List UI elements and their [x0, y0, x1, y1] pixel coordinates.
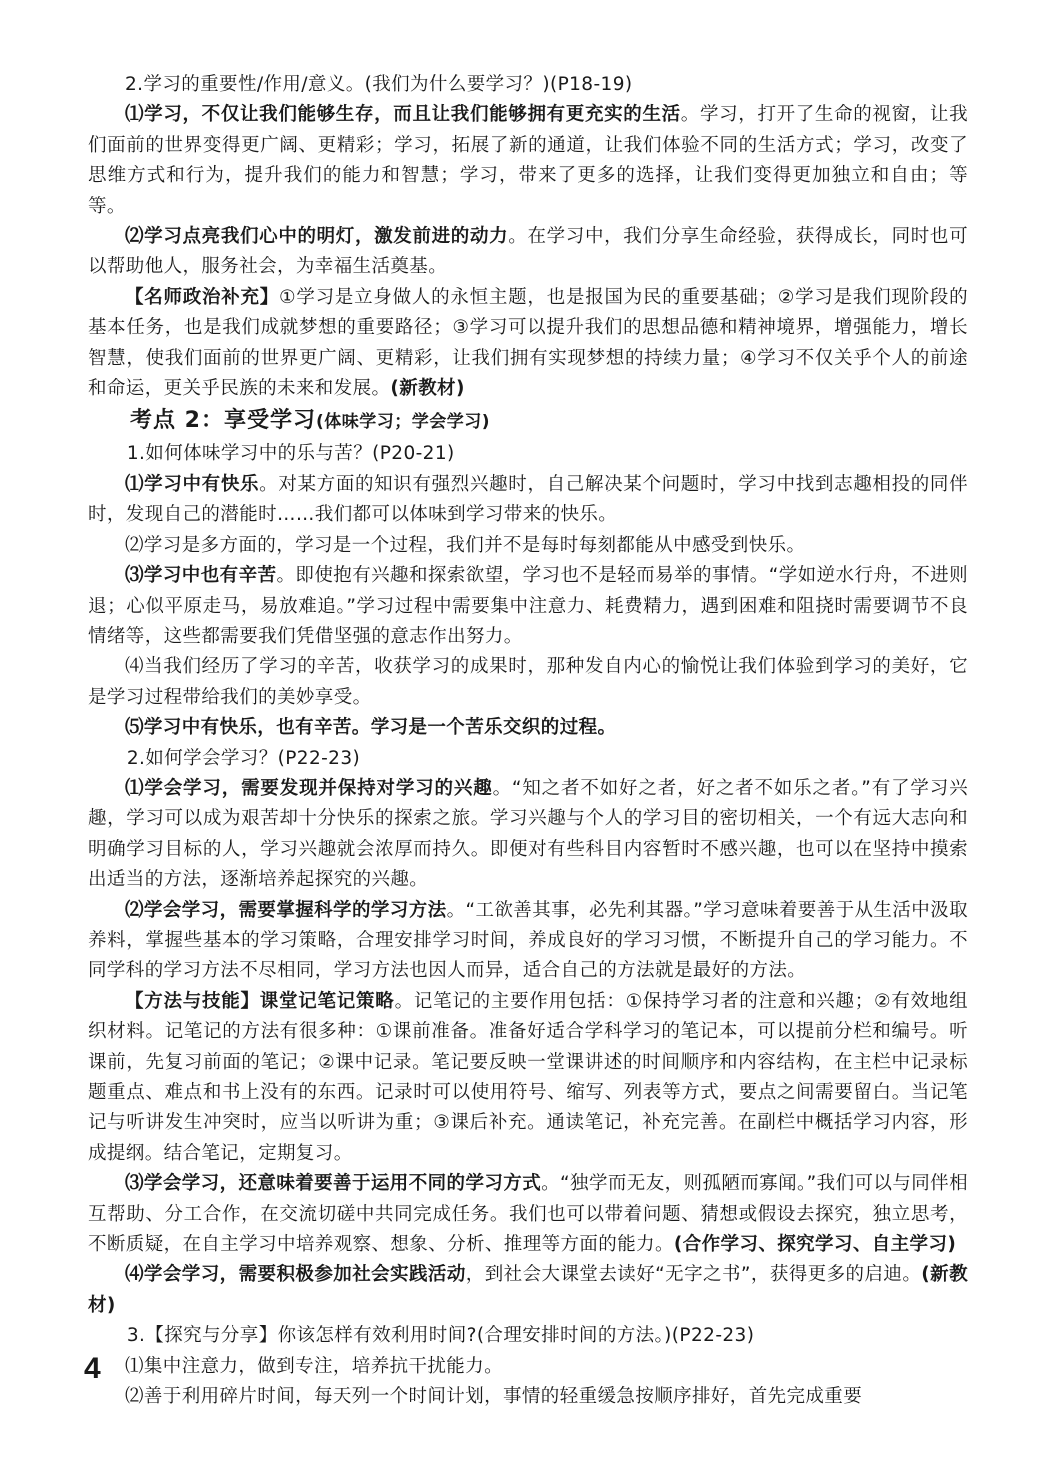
paragraph: ⑶学习中也有辛苦。即使抱有兴趣和探索欲望，学习也不是轻而易举的事情。“学如逆水行舟，不进则退；心似平原走马，易放难追。”学习过程中需要集中注意力、耗费精力，遇到困难和阻挠时需要调节不良情绪等，这些都需要我们凭借坚强的意志作出努力。: [88, 565, 969, 647]
paragraph: ⑶学会学习，还意味着要善于运用不同的学习方式。“独学而无友，则孤陋而寡闻。”我们可以与同伴相互帮助、分工合作，在交流切磋中共同完成任务。我们也可以带着问题、猜想或假设去探究，独立思考，不断质疑，在自主学习中培养观察、想象、分析、推理等方面的能力。(合作学习、探究学习、自主学习): [88, 1173, 968, 1256]
paragraph: ⑸学习中有快乐，也有辛苦。学习是一个苦乐交织的过程。: [125, 717, 617, 739]
teacher-supplement: 【名师政治补充】①学习是立身做人的永恒主题，也是报国为民的重要基础；②学习是我们现阶段的基本任务，也是我们成就梦想的重要路径；③学习可以提升我们的思想品德和精神境界，增强能力，增长智慧，使我们面前的世界更广阔、更精彩，让我们拥有实现梦想的持续力量；④学习不仅关乎个人的前途和命运，更关乎民族的未来和发展。(新教材): [88, 286, 969, 400]
paragraph: ⑵善于利用碎片时间，每天列一个时间计划，事情的轻重缓急按顺序排好，首先完成重要: [125, 1386, 863, 1408]
document-page: [88, 70, 968, 1412]
paragraph: ⑴集中注意力，做到专注，培养抗干扰能力。: [125, 1355, 504, 1377]
paragraph: ⑵学习点亮我们心中的明灯，激发前进的动力。在学习中，我们分享生命经验，获得成长，同时也可以帮助他人，服务社会，为幸福生活奠基。: [88, 226, 968, 278]
page-number: 4: [84, 1352, 101, 1385]
paragraph: ⑴学习，不仅让我们能够生存，而且让我们能够拥有更充实的生活。学习，打开了生命的视窗，让我们面前的世界变得更广阔、更精彩；学习，拓展了新的通道，让我们体验不同的生活方式；学习，改变了思维方式和行为，提升我们的能力和智慧；学习，带来了更多的选择，让我们变得更加独立和自由；等等。: [88, 104, 968, 217]
paragraph: ⑴学会学习，需要发现并保持对学习的兴趣。“知之者不如好之者，好之者不如乐之者。”有了学习兴趣，学习可以成为艰苦却十分快乐的探索之旅。学习兴趣与个人的学习目的密切相关，一个有远大志向和明确学习目标的人，学习兴趣就会浓厚而持久。即便对有些科目内容暂时不感兴趣，也可以在坚持中摸索出适当的方法，逐渐培养起探究的兴趣。: [88, 777, 968, 891]
paragraph: ⑷当我们经历了学习的辛苦，收获学习的成果时，那种发自内心的愉悦让我们体验到学习的美好，它是学习过程带给我们的美妙享受。: [88, 656, 968, 708]
paragraph: ⑵学习是多方面的，学习是一个过程，我们并不是每时每刻都能从中感受到快乐。: [125, 534, 806, 556]
question-2-title: 2.如何学会学习？(P22-23): [126, 747, 361, 769]
paragraph: ⑷学会学习，需要积极参加社会实践活动，到社会大课堂去读好“无字之书”，获得更多的启迪。(新教材): [88, 1264, 969, 1316]
exam-point-2-heading: 考点 2：享受学习(体味学习；学会学习): [130, 408, 491, 434]
paragraph: ⑴学习中有快乐。对某方面的知识有强烈兴趣时，自己解决某个问题时，学习中找到志趣相投的同伴时，发现自己的潜能时……我们都可以体味到学习带来的快乐。: [88, 473, 968, 526]
method-and-skill: 【方法与技能】课堂记笔记策略。记笔记的主要作用包括：①保持学习者的注意和兴趣；②有效地组织材料。记笔记的方法有很多种：①课前准备。准备好适合学科学习的笔记本，可以提前分栏和编号。听课前，先复习前面的笔记；②课中记录。笔记要反映一堂课讲述的时间顺序和内容结构，在主栏中记录标题重点、难点和书上没有的东西。记录时可以使用符号、缩写、列表等方式，要点之间需要留白。当记笔记与听讲发生冲突时，应当以听讲为重；③课后补充。通读笔记，补充完善。在副栏中概括学习内容，形成提纲。结合笔记，定期复习。: [88, 990, 968, 1164]
question-3-title: 3.【探究与分享】你该怎样有效利用时间?(合理安排时间的方法。)(P22-23): [126, 1325, 755, 1347]
paragraph: ⑵学会学习，需要掌握科学的学习方法。“工欲善其事，必先利其器。”学习意味着要善于从生活中汲取养料，掌握些基本的学习策略，合理安排学习时间，养成良好的学习习惯，不断提升自己的学习能力。不同学科的学习方法不尽相同，学习方法也因人而异，适合自己的方法就是最好的方法。: [88, 899, 968, 982]
question-1-title: 1.如何体味学习中的乐与苦？(P20-21): [126, 443, 455, 465]
section-2-title: 2.学习的重要性/作用/意义。(我们为什么要学习？)(P18-19): [125, 74, 633, 95]
